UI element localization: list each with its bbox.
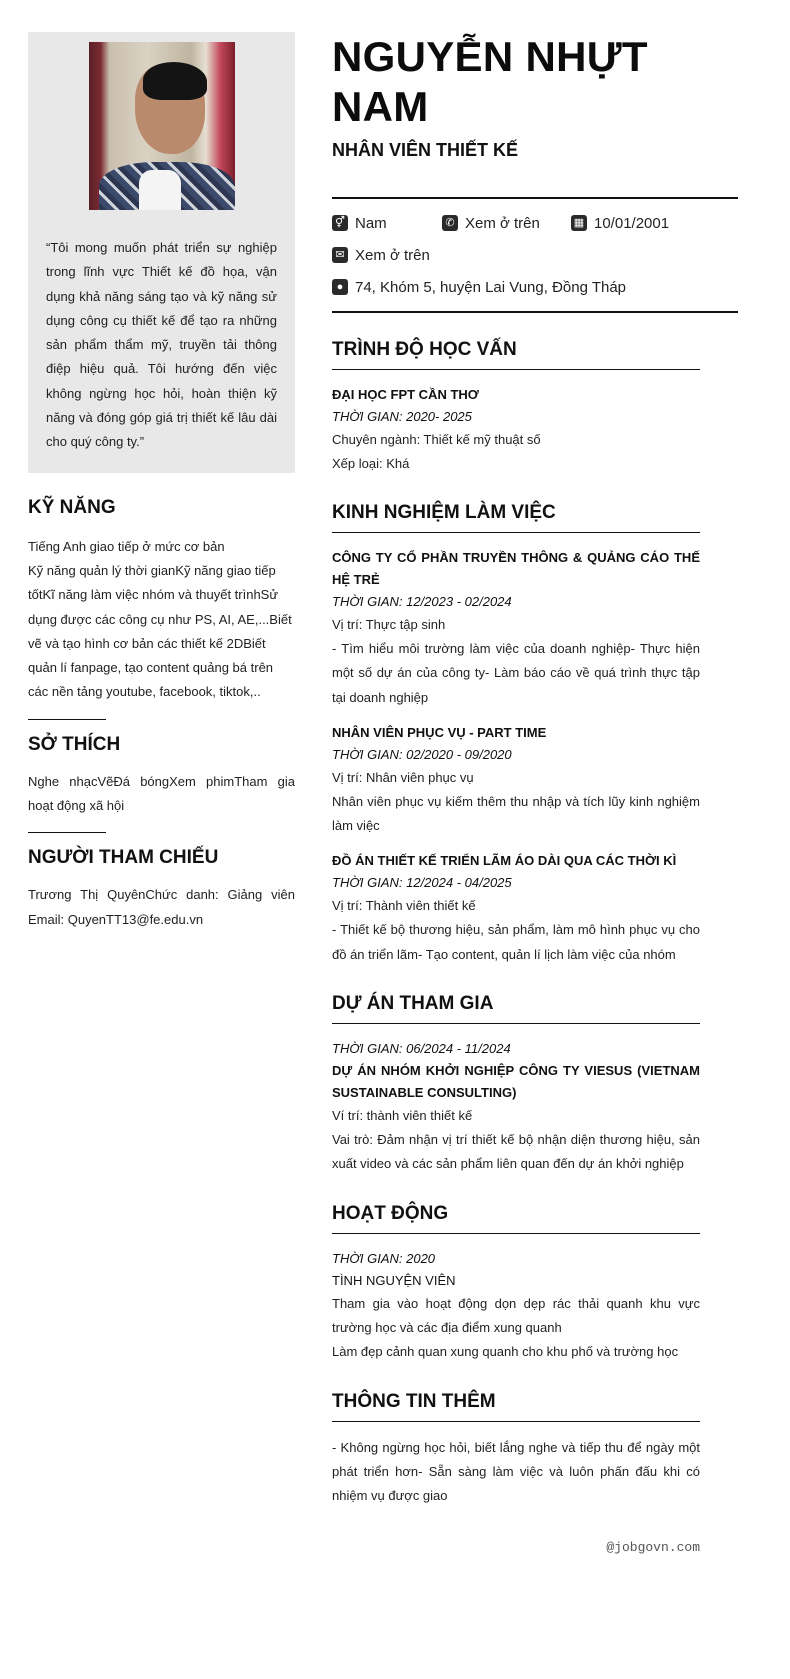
skills-line: Tiếng Anh giao tiếp ở mức cơ bản	[28, 538, 225, 554]
experience-position: Vị trí: Thực tập sinh	[332, 617, 446, 632]
location-icon: ●	[332, 279, 348, 295]
references-title: NGƯỜI THAM CHIẾU	[28, 847, 219, 869]
additional-entry	[332, 1436, 700, 1509]
contact-phone	[442, 215, 571, 232]
experience-description: - Thiết kế bộ thương hiệu, sản phẩm, làm mô hình phục vụ cho đồ án triển lãm- Tạo content, quản lí lịch làm việc của nhóm	[332, 922, 700, 962]
career-objective: “Tôi mong muốn phát triển sự nghiệp trong lĩnh vực Thiết kế đồ họa, vận dụng khả năng sáng tạo và kỹ năng sử dụng công cụ thiết kế để tạo ra những sản phẩm thẩm mỹ, truyền tải thông điệp hiệu quả. Tôi hướng đến việc không ngừng học hỏi, hoàn thiện kỹ năng và đóng góp giá trị thiết kế lâu dài cho quý công ty.”	[46, 240, 277, 450]
contact-address	[332, 279, 626, 296]
divider	[28, 719, 106, 720]
footer-brand: @jobgovn.com	[606, 1540, 700, 1555]
contact-email	[332, 247, 430, 264]
right-column	[332, 32, 700, 1508]
experience-time: THỜI GIAN: 12/2023 - 02/2024	[332, 594, 512, 609]
education-rank: Xếp loại: Khá	[332, 456, 410, 471]
education-entry	[332, 384, 700, 476]
education-major: Chuyên ngành: Thiết kế mỹ thuật số	[332, 432, 541, 447]
email-value: Xem ở trên	[355, 246, 430, 264]
activity-entry	[332, 1248, 700, 1365]
experience-time: THỜI GIAN: 02/2020 - 09/2020	[332, 746, 512, 762]
skills-text: Kỹ năng quản lý thời gianKỹ năng giao tiếp tốtKĩ năng làm việc nhóm và thuyết trìnhSử dụng được các công cụ như PS, AI, AE,...Biết vẽ và tạo hình cơ bản các thiết kế 2DBiết quản lí fanpage, tạo content quảng bá trên các nền tảng youtube, facebook, tiktok,..	[28, 562, 292, 700]
left-column	[28, 32, 295, 932]
project-name: DỰ ÁN NHÓM KHỞI NGHIỆP CÔNG TY VIESUS (VIETNAM SUSTAINABLE CONSULTING)	[332, 1063, 700, 1101]
phone-value: Xem ở trên	[465, 214, 540, 232]
divider	[28, 832, 106, 833]
experience-company: CÔNG TY CỔ PHẦN TRUYỀN THÔNG & QUẢNG CÁO THẾ HỆ TRẺ	[332, 550, 700, 587]
contact-birthday	[571, 215, 669, 232]
activities-section	[332, 1203, 700, 1365]
calendar-icon: ▦	[571, 215, 587, 231]
birthday-value: 10/01/2001	[594, 214, 670, 232]
education-time: THỜI GIAN: 2020- 2025	[332, 409, 472, 424]
experience-entry	[332, 547, 700, 710]
experience-company: NHÂN VIÊN PHỤC VỤ - PART TIME	[332, 724, 547, 740]
activity-description: Tham gia vào hoạt động dọn dẹp rác thải quanh khu vực trường học và các địa điểm xung quanh	[332, 1295, 700, 1335]
experience-description: Nhân viên phục vụ kiếm thêm thu nhập và tích lũy kinh nghiệm làm việc	[332, 793, 700, 834]
avatar-hair	[143, 62, 207, 100]
activity-description: Làm đẹp cảnh quan xung quanh cho khu phố và trường học	[332, 1344, 679, 1360]
contact-row	[332, 239, 738, 271]
experience-title: KINH NGHIỆM LÀM VIỆC	[332, 502, 700, 533]
experience-section	[332, 502, 700, 967]
skills-section	[28, 497, 295, 705]
hobbies-title: SỞ THÍCH	[28, 733, 121, 755]
gender-value: Nam	[355, 214, 387, 232]
gender-icon: ⚥	[332, 215, 348, 231]
experience-position: Vị trí: Thành viên thiết kế	[332, 898, 476, 914]
address-value: 74, Khóm 5, huyện Lai Vung, Đồng Tháp	[355, 278, 627, 296]
experience-description: - Tìm hiểu môi trường làm việc của doanh nghiệp- Thực hiện một số dự án của công ty- Làm báo cáo về quá trình thực tập tại doanh nghiệp	[332, 641, 700, 705]
activities-title: HOẠT ĐỘNG	[332, 1203, 700, 1234]
project-description: Vai trò: Đảm nhận vị trí thiết kế bộ nhận diện thương hiệu, sản xuất video và các sản phẩm liên quan đến dự án khởi nghiệp	[332, 1132, 700, 1172]
skills-title: KỸ NĂNG	[28, 496, 116, 518]
phone-icon: ✆	[442, 215, 458, 231]
projects-section	[332, 993, 700, 1177]
education-title: TRÌNH ĐỘ HỌC VẤN	[332, 339, 700, 370]
profile-box	[28, 32, 295, 473]
hobbies-text: Nghe nhạcVẽĐá bóngXem phimTham gia hoạt động xã hội	[28, 773, 295, 814]
activity-time: THỜI GIAN: 2020	[332, 1250, 436, 1266]
additional-text: - Không ngừng học hỏi, biết lắng nghe và tiếp thu để ngày một phát triển hơn- Sẵn sàng làm việc và luôn phấn đấu khi có nhiệm vụ được giao	[332, 1439, 700, 1504]
project-position: Ví trí: thành viên thiết kế	[332, 1108, 473, 1124]
school-name: ĐẠI HỌC FPT CẦN THƠ	[332, 387, 479, 402]
hobbies-section	[28, 734, 295, 819]
candidate-name: NGUYỄN NHỰT NAM	[332, 33, 648, 130]
contact-row	[332, 271, 738, 303]
experience-company: ĐỒ ÁN THIẾT KẾ TRIỂN LÃM ÁO DÀI QUA CÁC THỜI KÌ	[332, 853, 677, 869]
experience-entry	[332, 722, 700, 839]
projects-title: DỰ ÁN THAM GIA	[332, 993, 700, 1024]
contact-gender	[332, 215, 442, 232]
project-time: THỜI GIAN: 06/2024 - 11/2024	[332, 1041, 511, 1057]
avatar	[89, 42, 235, 210]
education-section	[332, 339, 700, 476]
additional-title: THÔNG TIN THÊM	[332, 1391, 700, 1422]
avatar-tee	[139, 170, 181, 210]
references-text: Trương Thị QuyênChức danh: Giảng viên Email: QuyenTT13@fe.edu.vn	[28, 887, 295, 927]
references-section	[28, 847, 295, 932]
additional-section	[332, 1391, 700, 1509]
email-icon: ✉	[332, 247, 348, 263]
activity-role: TÌNH NGUYỆN VIÊN	[332, 1272, 456, 1288]
job-title: NHÂN VIÊN THIẾT KẾ	[332, 140, 519, 160]
contact-info	[332, 197, 738, 313]
contact-row	[332, 207, 738, 239]
project-entry	[332, 1038, 700, 1177]
experience-position: Vị trí: Nhân viên phục vụ	[332, 769, 474, 785]
experience-entry	[332, 850, 700, 967]
experience-time: THỜI GIAN: 12/2024 - 04/2025	[332, 875, 512, 891]
